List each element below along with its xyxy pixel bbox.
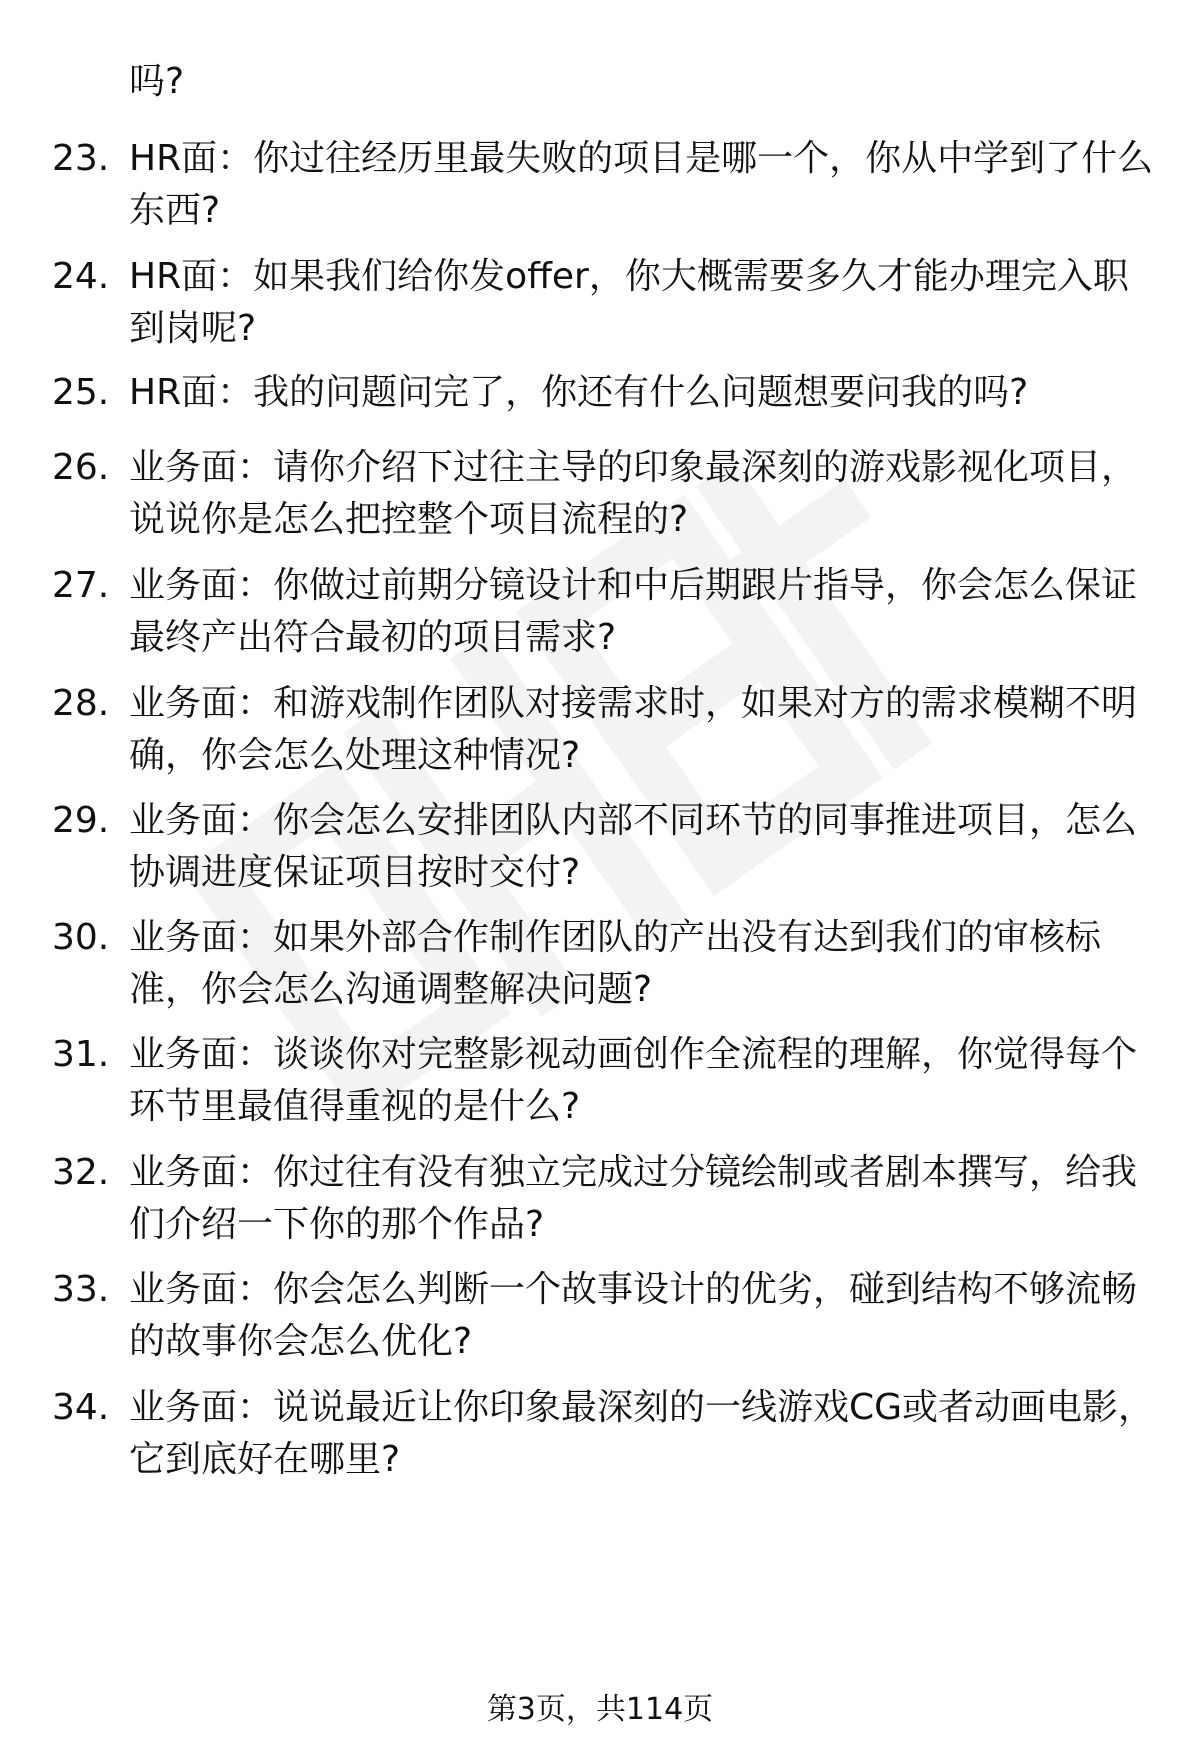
question-number: 25. xyxy=(52,372,110,413)
question-number: 26. xyxy=(52,447,110,488)
question-text: 业务面：说说最近让你印象最深刻的一线游戏CG或者动画电影， 它到底好在哪里? xyxy=(129,1387,1155,1480)
question-text: 业务面：请你介绍下过往主导的印象最深刻的游戏影视化项目， 说说你是怎么把控整个项目流程的? xyxy=(129,447,1138,540)
question-number: 31. xyxy=(52,1034,110,1075)
list-item xyxy=(0,133,1200,243)
list-item xyxy=(0,1264,1200,1374)
question-number: 29. xyxy=(52,800,110,841)
question-text: 业务面：和游戏制作团队对接需求时，如果对方的需求模糊不明 确，你会怎么处理这种情况? xyxy=(129,683,1138,776)
question-text: 业务面：你过往有没有独立完成过分镜绘制或者剧本撰写，给我 们介绍一下你的那个作品? xyxy=(129,1152,1138,1245)
question-text: 业务面：你做过前期分镜设计和中后期跟片指导，你会怎么保证 最终产出符合最初的项目需求? xyxy=(129,565,1138,658)
question-text: 业务面：你会怎么判断一个故事设计的优劣，碰到结构不够流畅 的故事你会怎么优化? xyxy=(129,1269,1138,1362)
question-number: 23. xyxy=(52,138,110,179)
list-item xyxy=(0,1029,1200,1139)
list-item xyxy=(0,442,1200,552)
list-item xyxy=(0,1382,1200,1492)
list-item xyxy=(0,678,1200,788)
list-item xyxy=(0,251,1200,361)
question-number: 28. xyxy=(52,683,110,724)
question-text: 业务面：如果外部合作制作团队的产出没有达到我们的审核标 准，你会怎么沟通调整解决问题? xyxy=(129,917,1102,1010)
question-text: HR面：你过往经历里最失败的项目是哪一个，你从中学到了什么 东西? xyxy=(129,138,1154,231)
question-number: 34. xyxy=(52,1387,110,1428)
list-item xyxy=(0,795,1200,905)
list-item xyxy=(0,560,1200,670)
question-number: 24. xyxy=(52,256,110,297)
question-text: 业务面：你会怎么安排团队内部不同环节的同事推进项目，怎么 协调进度保证项目按时交付? xyxy=(129,800,1138,893)
question-text: HR面：如果我们给你发offer，你大概需要多久才能办理完入职 到岗呢? xyxy=(129,256,1129,349)
page-indicator: 第3页，共114页 xyxy=(486,1692,714,1727)
question-text: HR面：我的问题问完了，你还有什么问题想要问我的吗? xyxy=(129,372,1029,413)
list-item xyxy=(0,1147,1200,1257)
continued-question-fragment: 吗? xyxy=(129,61,185,102)
question-number: 30. xyxy=(52,917,110,958)
list-item xyxy=(0,912,1200,1022)
question-text: 业务面：谈谈你对完整影视动画创作全流程的理解，你觉得每个 环节里最值得重视的是什么? xyxy=(129,1034,1138,1127)
question-number: 33. xyxy=(52,1269,110,1310)
question-number: 32. xyxy=(52,1152,110,1193)
question-number: 27. xyxy=(52,565,110,606)
